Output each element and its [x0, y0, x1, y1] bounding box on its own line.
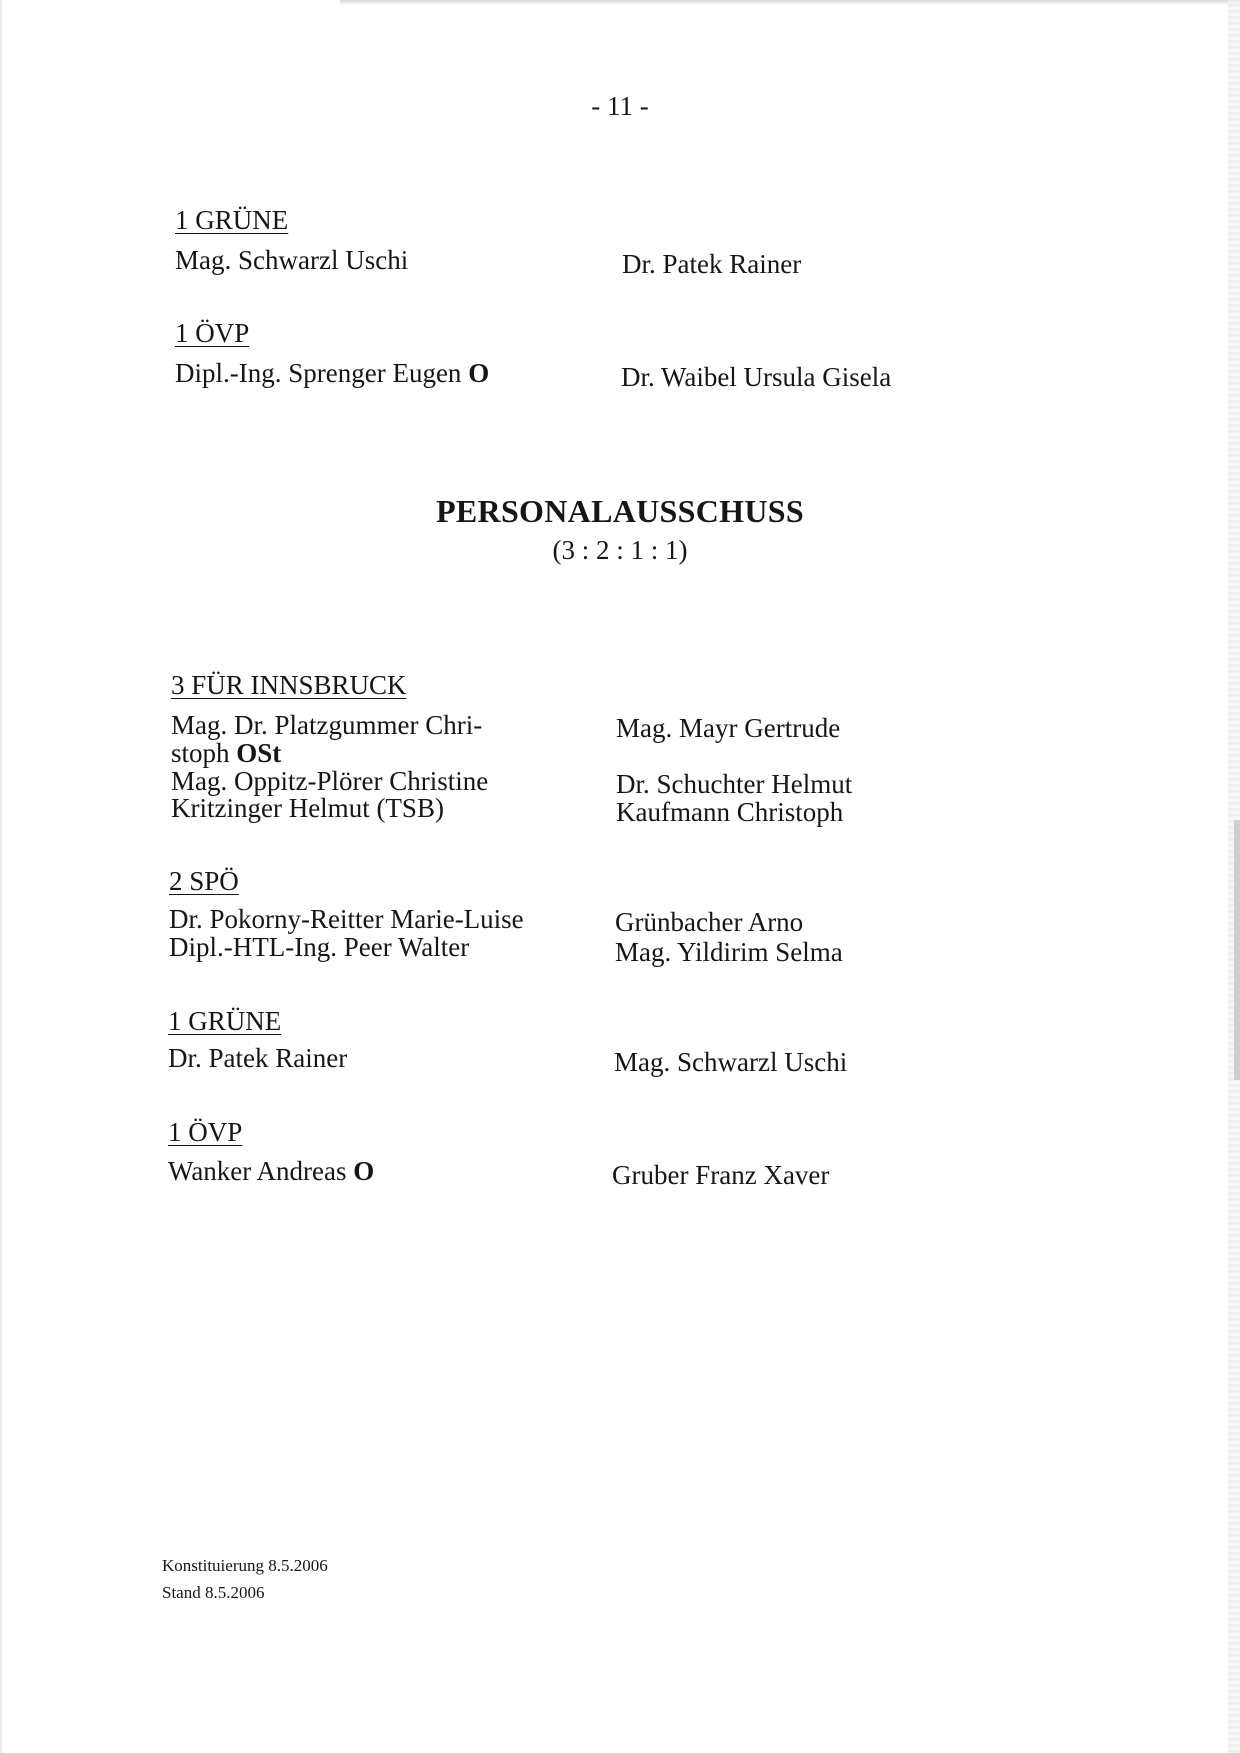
member-name: Dr. Pokorny-Reitter Marie-Luise	[169, 904, 524, 934]
party-heading-oevp: 1 ÖVP	[168, 1117, 243, 1147]
scan-edge-right-shadow	[1234, 820, 1240, 1080]
substitute-name: Dr. Schuchter Helmut	[616, 769, 853, 799]
substitute-name: Gruber Franz Xaver	[612, 1160, 830, 1190]
scan-edge-top	[340, 0, 1240, 5]
substitute-name: Dr. Patek Rainer	[622, 249, 802, 279]
substitute-name: Mag. Yildirim Selma	[615, 937, 843, 967]
member-name: Mag. Dr. Platzgummer Chri-	[171, 710, 483, 740]
substitute-name: Dr. Waibel Ursula Gisela	[621, 362, 892, 392]
party-heading-spoe: 2 SPÖ	[169, 866, 239, 896]
party-heading-oevp-top: 1 ÖVP	[175, 318, 250, 348]
footer-status-date: Stand 8.5.2006	[162, 1583, 265, 1602]
member-name: Kritzinger Helmut (TSB)	[171, 793, 444, 823]
substitute-name: Grünbacher Arno	[615, 907, 804, 937]
member-name: Dipl.-HTL-Ing. Peer Walter	[169, 932, 470, 962]
substitute-name: Mag. Schwarzl Uschi	[614, 1047, 848, 1077]
role-mark: OSt	[236, 738, 282, 768]
committee-title: PERSONALAUSSCHUSS	[436, 493, 804, 529]
footer-constitution-date: Konstituierung 8.5.2006	[162, 1556, 328, 1575]
party-heading-gruene: 1 GRÜNE	[168, 1006, 282, 1036]
chair-mark: O	[468, 358, 490, 388]
chair-mark: O	[353, 1156, 375, 1186]
party-heading-fuer-innsbruck: 3 FÜR INNSBRUCK	[171, 670, 407, 700]
member-name: stoph OSt	[171, 738, 282, 768]
member-name: Mag. Oppitz-Plörer Christine	[171, 766, 489, 796]
party-heading-gruene-top: 1 GRÜNE	[175, 205, 289, 235]
scan-edge-left	[0, 0, 3, 1753]
member-name: Mag. Schwarzl Uschi	[175, 245, 409, 275]
substitute-name: Mag. Mayr Gertrude	[616, 713, 841, 743]
member-name: Wanker Andreas O	[168, 1156, 375, 1186]
committee-ratio: (3 : 2 : 1 : 1)	[552, 535, 688, 565]
substitute-name: Kaufmann Christoph	[616, 797, 844, 827]
member-name: Dipl.-Ing. Sprenger Eugen O	[175, 358, 490, 388]
member-name: Dr. Patek Rainer	[168, 1043, 348, 1073]
page-number: - 11 -	[591, 91, 649, 121]
